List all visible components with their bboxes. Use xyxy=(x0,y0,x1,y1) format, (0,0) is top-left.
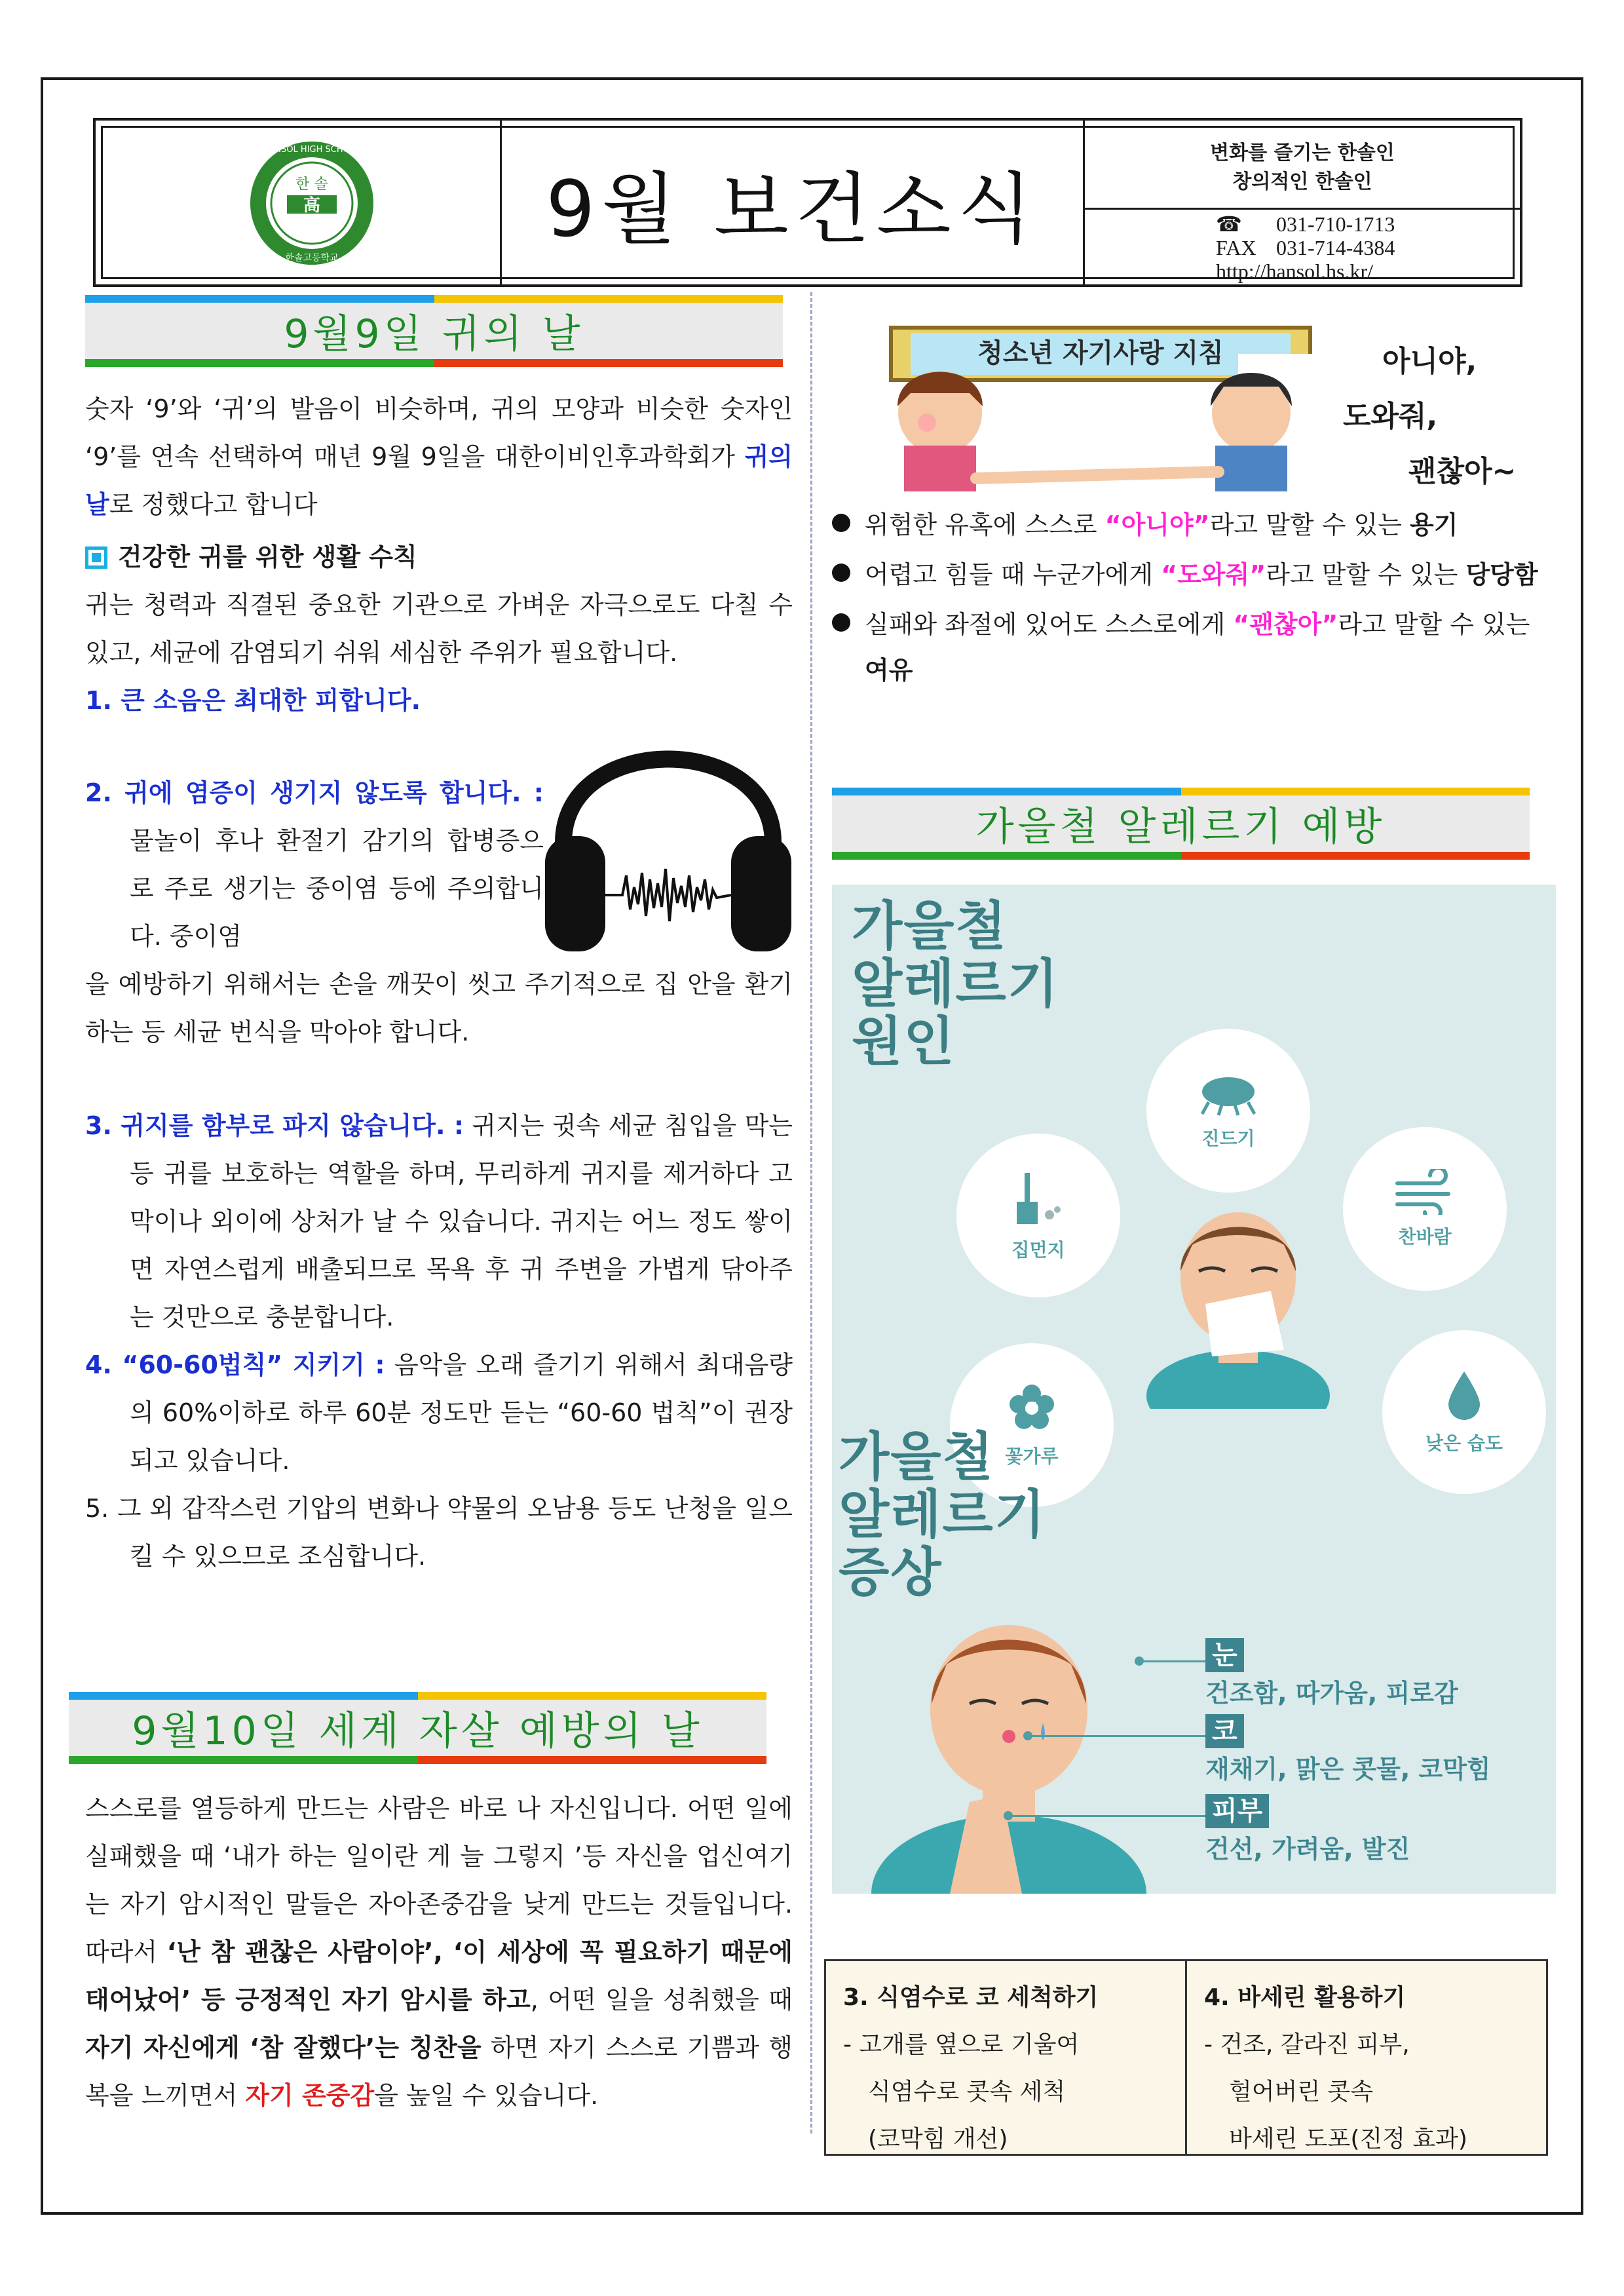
youth-bullet-2 xyxy=(831,552,1541,598)
info-cell xyxy=(1085,121,1520,284)
youth-bullet-1 xyxy=(831,502,1541,548)
suicide-text-2: , 어떤 일을 성취했을 때 xyxy=(530,1985,793,2014)
page-title: 9월 보건소식 xyxy=(546,164,1039,254)
wind-icon xyxy=(1392,1169,1458,1215)
logo-mark: 한 솔 xyxy=(295,176,328,193)
ear-care-subhead xyxy=(85,533,793,581)
sneezing-person-illustration xyxy=(1140,1199,1336,1409)
title-cell xyxy=(502,121,1085,284)
suicide-bold-1: ‘난 참 괜찮은 사람이야’, ‘이 세상에 꼭 필요하기 때문에 태어났어’ 등 긍정적인 자기 암시를 하고 xyxy=(85,1938,793,2014)
symptom-heading-line-1: 가을철 xyxy=(839,1426,994,1487)
symptom-nose-desc: 재채기, 맑은 콧물, 코막힘 xyxy=(1205,1755,1491,1784)
eye-pointer-line xyxy=(1140,1660,1205,1662)
allergy-title: 가을철 알레르기 예방 xyxy=(975,804,1386,850)
allergy-tips-table xyxy=(824,1959,1548,2156)
youth-banner-title: 청소년 자기사랑 지침 xyxy=(977,338,1224,368)
eye-pointer-dot xyxy=(1135,1656,1144,1666)
tip-3-title: 3. 식염수로 코 세척하기 xyxy=(843,1984,1099,2011)
ear-rule-3-body: 귀지는 귓속 세균 침입을 막는 등 귀를 보호하는 역할을 하며, 무리하게 귀지를 제거하다 고막이나 외이에 상처가 날 수 있습니다. 귀지는 어느 정도 쌓이면 자연스럽게 배출되므로 목욕 후 귀 주변을 가볍게 닦아주는 것만으로 충분합니다. xyxy=(130,1111,793,1331)
ear-rule-2-title: 2. 귀에 염증이 생기지 않도록 합니다. : xyxy=(85,778,544,807)
bullet-3-text-b: 라고 말할 수 있는 xyxy=(1338,610,1530,639)
dust-mite-icon xyxy=(1192,1071,1264,1117)
bullet-1-text: 위험한 유혹에 스스로 xyxy=(865,510,1105,539)
allergy-cause-heading xyxy=(852,898,1059,1071)
ear-intro-end: 로 정했다고 합니다 xyxy=(109,490,318,519)
tip-3-line-3: (코막힘 개선) xyxy=(868,2126,1008,2152)
phone-icon: ☎ xyxy=(1216,212,1242,236)
suicide-day-title: 9월10일 세계 자살 예방의 날 xyxy=(132,1708,704,1754)
column-divider xyxy=(810,292,812,2133)
contact-info xyxy=(1216,212,1395,283)
ear-rule-4-title: 4. “60-60법칙” 지키기 : xyxy=(85,1350,385,1379)
logo-school-ko: 한솔고등학교 xyxy=(285,253,339,263)
logo-char: 高 xyxy=(303,196,321,216)
tip-nasal-rinse xyxy=(826,1961,1185,2154)
ear-rule-3 xyxy=(85,1102,793,1341)
cause-label-pollen: 꽃가루 xyxy=(1005,1445,1059,1467)
symptom-eye-label: 눈 xyxy=(1205,1638,1244,1672)
suicide-day-title-bar xyxy=(69,1692,766,1764)
water-drop-icon xyxy=(1445,1369,1484,1421)
self-esteem-highlight: 자기 존중감 xyxy=(245,2081,375,2110)
ear-rule-2-bottom xyxy=(85,961,793,1056)
bullet-2-bold: 당당함 xyxy=(1465,560,1538,589)
cause-label-mite: 진드기 xyxy=(1201,1128,1255,1149)
symptom-nose-label: 코 xyxy=(1205,1714,1244,1748)
cause-cold-wind xyxy=(1343,1127,1507,1291)
allergy-symptom-heading xyxy=(839,1428,1046,1601)
tip-3-line-2: 식염수로 콧속 세척 xyxy=(868,2078,1066,2105)
ear-day-highlight: 귀의 날 xyxy=(85,442,793,519)
school-logo xyxy=(246,138,377,269)
ear-day-title: 9월9일 귀의 날 xyxy=(284,311,584,357)
bullet-3-bold: 여유 xyxy=(865,656,913,685)
tip-4-title: 4. 바세린 활용하기 xyxy=(1204,1984,1406,2011)
ear-rule-2-body-a: 물놀이 후나 환절기 감기의 합병증으로 주로 생기는 중이염 등에 주의합니다. 중이염 xyxy=(130,826,544,951)
chant-ok: 괜찮아~ xyxy=(1408,455,1517,488)
ear-day-intro xyxy=(85,385,793,529)
school-slogan xyxy=(1085,132,1520,210)
newsletter-header xyxy=(93,118,1522,287)
bullet-1-text-b: 라고 말할 수 있는 xyxy=(1209,510,1410,539)
ear-rule-5: 5. 그 외 갑작스런 기압의 변화나 약물의 오남용 등도 난청을 일으킬 수 있으므로 조심합니다. xyxy=(85,1494,793,1571)
tip-3-line-1: - 고개를 옆으로 기울여 xyxy=(843,2031,1080,2058)
ear-day-title-bar xyxy=(85,295,783,367)
nose-pointer-dot xyxy=(1023,1731,1032,1740)
symptom-heading-line-2: 알레르기 xyxy=(839,1484,1047,1545)
slogan-line-2: 창의적인 한솔인 xyxy=(1232,170,1372,193)
ear-care-subhead-text: 건강한 귀를 위한 생활 수칙 xyxy=(118,543,417,571)
bullet-1-bold: 용기 xyxy=(1409,510,1458,539)
logo-school-en: HANSOL HIGH SCHOOL xyxy=(262,145,362,155)
bullet-1-pink: “아니야” xyxy=(1105,510,1210,539)
bullet-dot-icon xyxy=(832,514,850,532)
symptom-nose xyxy=(1205,1714,1491,1788)
bullet-dot-icon xyxy=(832,613,850,632)
fax-label: FAX xyxy=(1216,236,1256,259)
tip-4-line-1: - 건조, 갈라진 피부, xyxy=(1204,2031,1410,2058)
cause-label-dust: 집먼지 xyxy=(1011,1239,1065,1261)
headphones-icon xyxy=(537,679,799,954)
ear-care-desc: 귀는 청력과 직결된 중요한 기관으로 가벼운 자극으로도 다칠 수 있고, 세균에 감염되기 쉬워 세심한 주위가 필요합니다. xyxy=(85,590,793,667)
cause-dust-mite xyxy=(1146,1029,1310,1193)
tip-4-line-2: 헐어버린 콧속 xyxy=(1229,2078,1374,2105)
skin-pointer-dot xyxy=(1004,1811,1013,1820)
ear-intro-text: 숫자 ‘9’와 ‘귀’의 발음이 비슷하며, 귀의 모양과 비슷한 숫자인 ‘9’를 연속 선택하여 매년 9월 9일을 대한이비인후과학회가 xyxy=(85,394,793,471)
youth-bullet-3 xyxy=(831,602,1541,693)
suicide-text-3: 하면 자기 스스로 기쁨과 행복을 느끼면서 xyxy=(85,2033,793,2110)
website-link[interactable]: http://hansol.hs.kr/ xyxy=(1216,259,1373,283)
cause-label-wind: 찬바람 xyxy=(1398,1226,1452,1248)
cause-heading-line-1: 가을철 xyxy=(852,896,1008,957)
ear-rule-3-title: 3. 귀지를 함부로 파지 않습니다. : xyxy=(85,1111,464,1140)
symptom-skin xyxy=(1205,1794,1410,1867)
bullet-2-text: 어렵고 힘들 때 누군가에게 xyxy=(865,560,1161,589)
school-logo-cell xyxy=(96,121,502,284)
ear-rules-3-5 xyxy=(85,1102,793,1580)
tip-vaseline xyxy=(1185,1961,1546,2154)
fax-number: 031-714-4384 xyxy=(1276,236,1395,259)
broom-icon xyxy=(1009,1169,1068,1228)
symptom-heading-line-3: 증상 xyxy=(839,1542,943,1603)
youth-bullet-list xyxy=(831,502,1541,697)
bullet-2-text-b: 라고 말할 수 있는 xyxy=(1266,560,1466,589)
cause-house-dust xyxy=(956,1134,1120,1297)
cause-low-humidity xyxy=(1382,1330,1546,1494)
symptom-eye-desc: 건조함, 따가움, 피로감 xyxy=(1205,1679,1458,1708)
cause-heading-line-3: 원인 xyxy=(852,1011,956,1072)
ear-rule-1: 1. 큰 소음은 최대한 피합니다. xyxy=(85,686,421,715)
allergy-title-bar xyxy=(832,788,1530,860)
chant-no: 아니야, xyxy=(1382,345,1477,378)
phone-number: 031-710-1713 xyxy=(1276,212,1395,236)
ear-rule-2-top xyxy=(85,769,544,961)
slogan-line-1: 변화를 즐기는 한솔인 xyxy=(1210,142,1395,164)
suicide-bold-2: 자기 자신에게 ‘참 잘했다’는 칭찬을 xyxy=(85,2033,482,2062)
suicide-day-body xyxy=(85,1785,793,2120)
youth-illustration xyxy=(852,315,1350,491)
ear-rule-4-body: 음악을 오래 즐기기 위해서 최대음량의 60%이하로 하루 60분 정도만 듣는 “60-60 법칙”이 권장되고 있습니다. xyxy=(130,1350,793,1475)
ear-rule-4 xyxy=(85,1341,793,1485)
symptom-skin-label: 피부 xyxy=(1205,1794,1269,1828)
checkbox-icon xyxy=(85,546,107,569)
chant-help: 도와줘, xyxy=(1343,400,1438,433)
symptom-skin-desc: 건선, 가려움, 발진 xyxy=(1205,1835,1410,1864)
cause-heading-line-2: 알레르기 xyxy=(852,953,1060,1014)
bullet-3-pink: “괜찮아” xyxy=(1233,610,1338,639)
suicide-text-4: 을 높일 수 있습니다. xyxy=(374,2081,599,2110)
cause-label-humidity: 낮은 습도 xyxy=(1426,1432,1503,1454)
skin-pointer-line xyxy=(1009,1815,1205,1817)
nose-pointer-line xyxy=(1029,1735,1205,1737)
bullet-dot-icon xyxy=(832,564,850,582)
suicide-text-1: 스스로를 열등하게 만드는 사람은 바로 나 자신입니다. 어떤 일에 실패했을 때 ‘내가 하는 일이란 게 늘 그렇지 ’등 자신을 업신여기는 자기 암시적인 말들은 자아존중감을 낮게 만드는 것들입니다. 따라서 xyxy=(85,1794,793,1966)
allergy-person-illustration xyxy=(871,1605,1146,1894)
tip-4-line-3: 바세린 도포(진정 효과) xyxy=(1229,2126,1467,2152)
symptom-eye xyxy=(1205,1638,1458,1712)
bullet-2-pink: “도와줘” xyxy=(1161,560,1266,589)
flower-icon xyxy=(1006,1382,1058,1434)
ear-rule-2-body-b: 을 예방하기 위해서는 손을 깨끗이 씻고 주기적으로 집 안을 환기하는 등 세균 번식을 막아야 합니다. xyxy=(85,970,793,1046)
bullet-3-text: 실패와 좌절에 있어도 스스로에게 xyxy=(865,610,1234,639)
allergy-infographic xyxy=(832,885,1556,1894)
youth-chant xyxy=(1343,334,1516,499)
